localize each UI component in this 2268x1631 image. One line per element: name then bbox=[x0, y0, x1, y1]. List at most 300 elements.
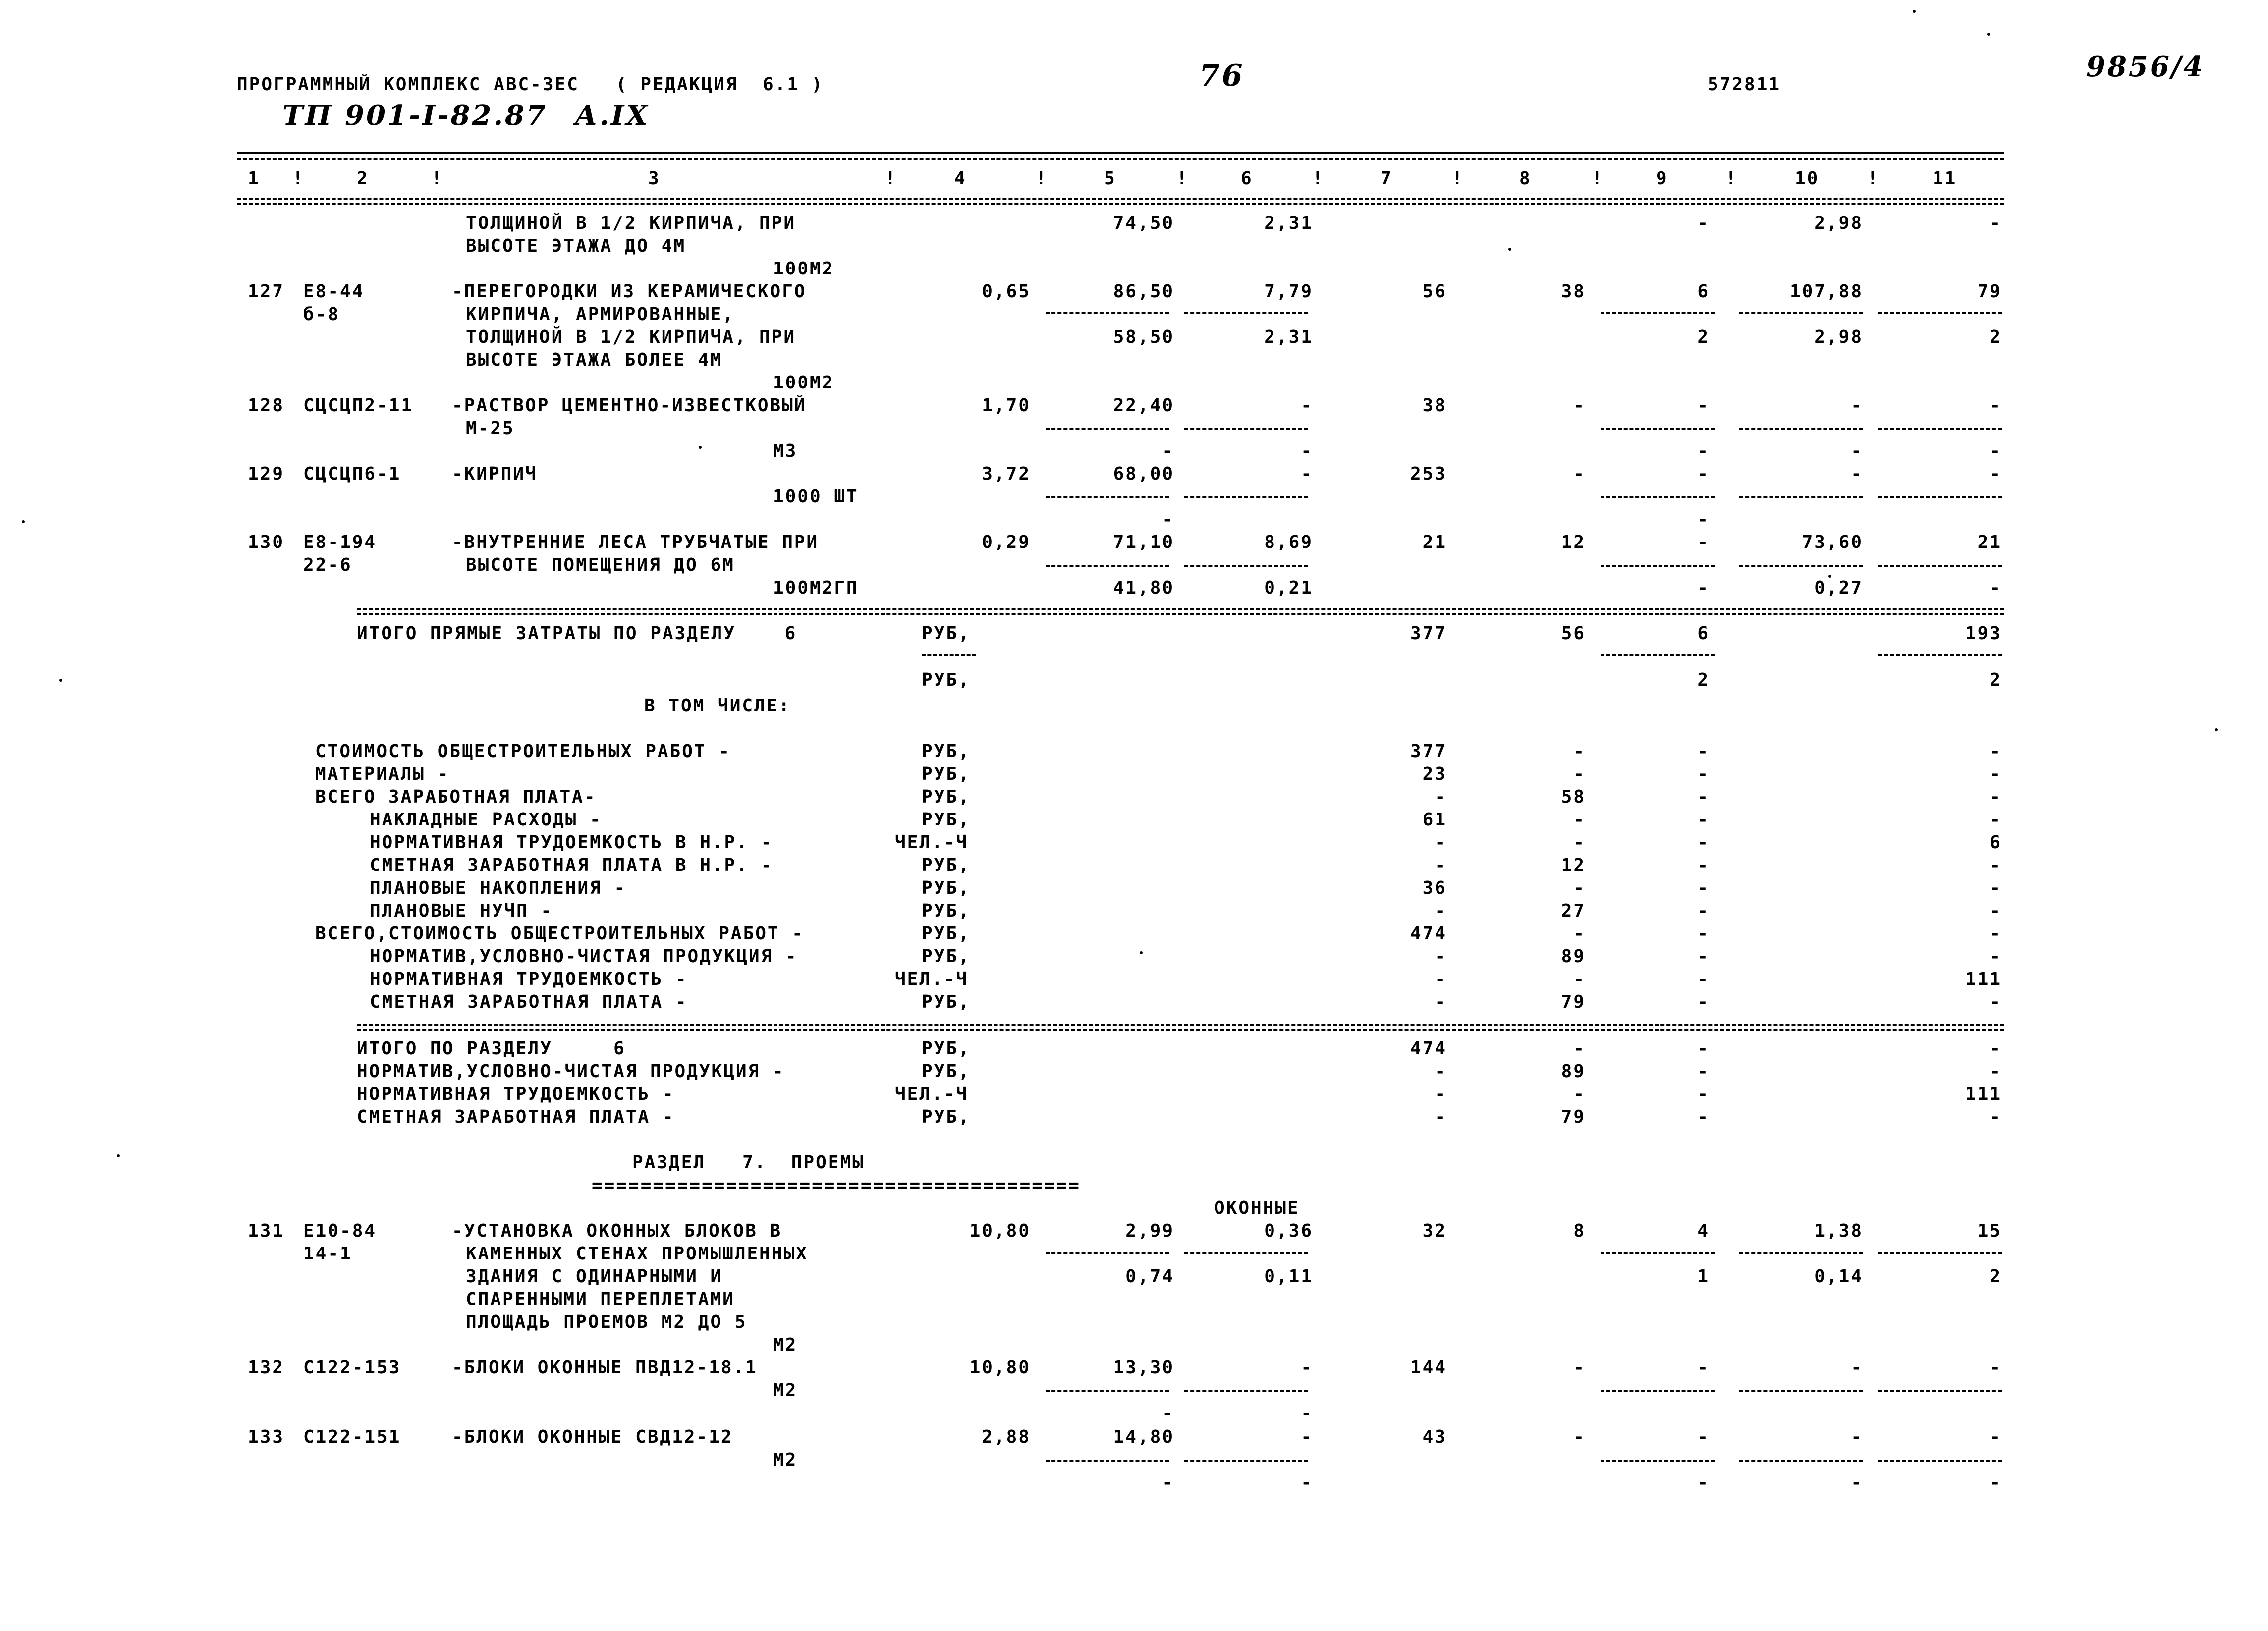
cell-col-5-wage: - bbox=[1162, 441, 1174, 461]
album-number: А.IX bbox=[575, 99, 650, 132]
cell-col-5: 68,00 bbox=[1113, 464, 1174, 484]
cell-col-9: - bbox=[1697, 1427, 1710, 1447]
cell-col-10: 2,98 bbox=[1814, 213, 1863, 233]
cell-col-8: - bbox=[1573, 832, 1586, 853]
cell-col-8: - bbox=[1573, 1427, 1586, 1447]
cell-col-10-wage: - bbox=[1851, 441, 1863, 461]
cell-col-11: - bbox=[1990, 395, 2002, 416]
cell-col-5-wage: - bbox=[1162, 509, 1174, 530]
col-10-header: 10 bbox=[1795, 168, 1820, 189]
cell-divider bbox=[1878, 1460, 2002, 1462]
cell-divider bbox=[1601, 312, 1715, 314]
cell-divider bbox=[1739, 1252, 1863, 1254]
cell-divider bbox=[1184, 496, 1308, 498]
scan-speck bbox=[22, 520, 25, 523]
breakdown-unit: РУБ, bbox=[922, 855, 971, 875]
cell-col-8: 12 bbox=[1561, 532, 1586, 552]
cell-col-7: 377 bbox=[1410, 623, 1447, 644]
cell-col-10: - bbox=[1851, 1427, 1863, 1447]
cell-col-7: 21 bbox=[1422, 532, 1447, 552]
cell-col-6: 8,69 bbox=[1264, 532, 1313, 552]
header-rule bbox=[237, 158, 2004, 160]
cell-col-9: - bbox=[1697, 810, 1710, 830]
breakdown-label: НОРМАТИВНАЯ ТРУДОЕМКОСТЬ - bbox=[370, 969, 688, 989]
cell-col-9: - bbox=[1697, 946, 1710, 967]
cell-col-5-wage: 0,74 bbox=[1125, 1266, 1174, 1287]
cell-col-9: - bbox=[1697, 787, 1710, 807]
cell-divider bbox=[1601, 1390, 1715, 1392]
cell-col-7: 38 bbox=[1422, 395, 1447, 416]
col-6-header: 6 bbox=[1241, 168, 1253, 189]
col-sep: ! bbox=[1176, 168, 1189, 189]
cell-col-8: 79 bbox=[1561, 992, 1586, 1012]
cell-col-6-wage: - bbox=[1301, 1403, 1313, 1423]
cell-col-11: 15 bbox=[1977, 1221, 2002, 1241]
header-rule bbox=[237, 198, 2004, 200]
cell-divider bbox=[1046, 496, 1169, 498]
total-rule bbox=[357, 613, 2004, 615]
work-description: ВЫСОТЕ ПОМЕЩЕНИЯ ДО 6М bbox=[466, 555, 735, 575]
cell-col-7: 474 bbox=[1410, 1038, 1447, 1059]
cell-divider bbox=[1739, 1390, 1863, 1392]
col-5-header: 5 bbox=[1104, 168, 1116, 189]
cell-col-4: 0,29 bbox=[982, 532, 1031, 552]
cell-col-8: 89 bbox=[1561, 946, 1586, 967]
work-description: ВЫСОТЕ ЭТАЖА ДО 4М bbox=[466, 236, 686, 256]
cell-col-8: - bbox=[1573, 741, 1586, 761]
col-sep: ! bbox=[292, 168, 305, 189]
cell-divider bbox=[922, 654, 976, 656]
cell-divider bbox=[1184, 1390, 1308, 1392]
cell-col-11: - bbox=[1990, 1038, 2002, 1059]
breakdown-label: ПЛАНОВЫЕ НУЧП - bbox=[370, 901, 553, 921]
col-sep: ! bbox=[1312, 168, 1325, 189]
cell-col-6: 0,36 bbox=[1264, 1221, 1313, 1241]
cell-col-10: 107,88 bbox=[1789, 281, 1863, 302]
cell-col-7: - bbox=[1435, 969, 1447, 989]
cell-divider bbox=[1601, 496, 1715, 498]
cell-col-11-wage: - bbox=[1990, 1472, 2002, 1493]
cell-divider bbox=[1878, 312, 2002, 314]
cell-col-7: - bbox=[1435, 992, 1447, 1012]
cell-divider bbox=[1601, 565, 1715, 567]
work-description: ЗДАНИЯ С ОДИНАРНЫМИ И bbox=[466, 1266, 723, 1287]
cell-col-6-wage: - bbox=[1301, 1472, 1313, 1493]
cell-col-7: - bbox=[1435, 1107, 1447, 1127]
work-description: ТОЛЩИНОЙ В 1/2 КИРПИЧА, ПРИ bbox=[466, 213, 796, 233]
unit-label: М2 bbox=[773, 1380, 798, 1401]
cell-col-9: 6 bbox=[1697, 281, 1710, 302]
cell-col-9-wage: - bbox=[1697, 578, 1710, 598]
work-description: -ВНУТРЕННИЕ ЛЕСА ТРУБЧАТЫЕ ПРИ bbox=[452, 532, 819, 552]
scan-speck bbox=[2215, 728, 2218, 731]
cell-col-4: 1,70 bbox=[982, 395, 1031, 416]
breakdown-label: ПЛАНОВЫЕ НАКОПЛЕНИЯ - bbox=[370, 878, 627, 898]
breakdown-unit: РУБ, bbox=[922, 1061, 971, 1082]
cell-col-6: 7,79 bbox=[1264, 281, 1313, 302]
cell-col-11: - bbox=[1990, 1107, 2002, 1127]
section-underline: ======================================== bbox=[592, 1175, 1081, 1196]
total-rule bbox=[357, 1024, 2004, 1026]
unit-label: 100М2 bbox=[773, 259, 834, 279]
cell-col-11: - bbox=[1990, 1427, 2002, 1447]
cell-col-9: - bbox=[1697, 395, 1710, 416]
cell-col-6: - bbox=[1301, 464, 1313, 484]
cell-col-4: 10,80 bbox=[969, 1358, 1031, 1378]
work-description: ТОЛЩИНОЙ В 1/2 КИРПИЧА, ПРИ bbox=[466, 327, 796, 347]
cell-divider bbox=[1739, 565, 1863, 567]
breakdown-unit: РУБ, bbox=[922, 741, 971, 761]
scan-speck bbox=[699, 446, 702, 449]
cell-col-4: 3,72 bbox=[982, 464, 1031, 484]
cell-col-11: - bbox=[1990, 855, 2002, 875]
scan-speck bbox=[1508, 248, 1511, 251]
cell-divider bbox=[1046, 1460, 1169, 1462]
section-total-label: СМЕТНАЯ ЗАРАБОТНАЯ ПЛАТА - bbox=[357, 1107, 675, 1127]
cell-col-6-wage: 0,21 bbox=[1264, 578, 1313, 598]
rate-code: Е8-44 bbox=[303, 281, 365, 302]
cell-col-9: - bbox=[1697, 1061, 1710, 1082]
cell-col-7: 56 bbox=[1422, 281, 1447, 302]
cell-col-9: - bbox=[1697, 1107, 1710, 1127]
cell-col-7: 36 bbox=[1422, 878, 1447, 898]
cell-col-5: 22,40 bbox=[1113, 395, 1174, 416]
cell-col-6-wage: - bbox=[1301, 441, 1313, 461]
unit-label: 1000 ШТ bbox=[773, 487, 859, 507]
document-code: 572811 bbox=[1708, 74, 1781, 95]
row-number: 132 bbox=[248, 1358, 285, 1378]
cell-col-10-wage: 0,27 bbox=[1814, 578, 1863, 598]
cell-col-5-wage: - bbox=[1162, 1472, 1174, 1493]
breakdown-unit: РУБ, bbox=[922, 1107, 971, 1127]
work-description: ВЫСОТЕ ЭТАЖА БОЛЕЕ 4М bbox=[466, 350, 723, 370]
cell-col-8: 27 bbox=[1561, 901, 1586, 921]
unit-label: М2 bbox=[773, 1450, 798, 1470]
col-sep: ! bbox=[431, 168, 443, 189]
cell-divider bbox=[1184, 1252, 1308, 1254]
cell-col-8: - bbox=[1573, 924, 1586, 944]
cell-col-5: 2,99 bbox=[1125, 1221, 1174, 1241]
cell-divider bbox=[1046, 428, 1169, 430]
row-number: 130 bbox=[248, 532, 285, 552]
scan-speck bbox=[59, 679, 62, 682]
section-total-label: НОРМАТИВНАЯ ТРУДОЕМКОСТЬ - bbox=[357, 1084, 675, 1104]
cell-divider bbox=[1878, 654, 2002, 656]
cell-divider bbox=[1601, 1252, 1715, 1254]
col-8-header: 8 bbox=[1519, 168, 1532, 189]
cell-col-9: - bbox=[1697, 213, 1710, 233]
cell-col-9: - bbox=[1697, 969, 1710, 989]
cell-col-11: 111 bbox=[1965, 1084, 2002, 1104]
archive-mark: 9856/4 bbox=[2086, 51, 2205, 83]
cell-divider bbox=[1739, 496, 1863, 498]
cell-col-8: 38 bbox=[1561, 281, 1586, 302]
cell-col-11: - bbox=[1990, 764, 2002, 784]
col-1-header: 1 bbox=[248, 168, 260, 189]
cell-col-7: - bbox=[1435, 1061, 1447, 1082]
cell-col-9: - bbox=[1697, 1084, 1710, 1104]
cell-col-9: - bbox=[1697, 464, 1710, 484]
cell-col-7: 61 bbox=[1422, 810, 1447, 830]
work-description: КИРПИЧА, АРМИРОВАННЫЕ, bbox=[466, 304, 735, 325]
col-11-header: 11 bbox=[1933, 168, 1957, 189]
work-description: ПЛОЩАДЬ ПРОЕМОВ М2 ДО 5 bbox=[466, 1312, 747, 1332]
breakdown-label: СМЕТНАЯ ЗАРАБОТНАЯ ПЛАТА В Н.Р. - bbox=[370, 855, 774, 875]
cell-col-11: - bbox=[1990, 1358, 2002, 1378]
cell-col-5: 14,80 bbox=[1113, 1427, 1174, 1447]
cell-col-9: - bbox=[1697, 901, 1710, 921]
cell-col-8: - bbox=[1573, 1084, 1586, 1104]
cell-col-9-wage: 2 bbox=[1697, 327, 1710, 347]
section-total-label: НОРМАТИВ,УСЛОВНО-ЧИСТАЯ ПРОДУКЦИЯ - bbox=[357, 1061, 785, 1082]
breakdown-label: ВСЕГО ЗАРАБОТНАЯ ПЛАТА- bbox=[315, 787, 597, 807]
cell-col-8: - bbox=[1573, 1038, 1586, 1059]
cell-col-7: 32 bbox=[1422, 1221, 1447, 1241]
breakdown-unit: ЧЕЛ.-Ч bbox=[895, 969, 969, 989]
cell-divider bbox=[1184, 1460, 1308, 1462]
total-unit: РУБ, bbox=[922, 670, 971, 690]
cell-divider bbox=[1601, 654, 1715, 656]
col-4-header: 4 bbox=[954, 168, 967, 189]
cell-col-8: 56 bbox=[1561, 623, 1586, 644]
cell-col-10: - bbox=[1851, 464, 1863, 484]
cell-divider bbox=[1046, 565, 1169, 567]
rate-code: С122-153 bbox=[303, 1358, 401, 1378]
cell-col-7: - bbox=[1435, 855, 1447, 875]
cell-col-9: - bbox=[1697, 832, 1710, 853]
cell-col-6: - bbox=[1301, 1358, 1313, 1378]
scan-speck bbox=[1140, 951, 1143, 954]
cell-col-5-wage: 41,80 bbox=[1113, 578, 1174, 598]
cell-col-9: - bbox=[1697, 1358, 1710, 1378]
breakdown-heading: В ТОМ ЧИСЛЕ: bbox=[644, 696, 791, 716]
cell-divider bbox=[1739, 312, 1863, 314]
header-rule bbox=[237, 203, 2004, 205]
cell-divider bbox=[1184, 428, 1308, 430]
cell-note: ОКОННЫЕ bbox=[1214, 1198, 1300, 1218]
cell-col-10: - bbox=[1851, 1358, 1863, 1378]
col-sep: ! bbox=[885, 168, 897, 189]
scan-speck bbox=[1828, 575, 1831, 578]
cell-col-4: 10,80 bbox=[969, 1221, 1031, 1241]
cell-col-7: 43 bbox=[1422, 1427, 1447, 1447]
cell-col-7: - bbox=[1435, 946, 1447, 967]
row-number: 131 bbox=[248, 1221, 285, 1241]
cell-col-11-wage: 2 bbox=[1990, 670, 2002, 690]
col-9-header: 9 bbox=[1656, 168, 1668, 189]
breakdown-unit: ЧЕЛ.-Ч bbox=[895, 832, 969, 853]
cell-col-11: 111 bbox=[1965, 969, 2002, 989]
cell-col-9-wage: 1 bbox=[1697, 1266, 1710, 1287]
col-sep: ! bbox=[1867, 168, 1880, 189]
cell-col-11: - bbox=[1990, 464, 2002, 484]
total-rule bbox=[357, 608, 2004, 610]
row-number: 127 bbox=[248, 281, 285, 302]
work-description: -БЛОКИ ОКОННЫЕ СВД12-12 bbox=[452, 1427, 733, 1447]
rate-code: Е10-84 bbox=[303, 1221, 377, 1241]
cell-col-4: 0,65 bbox=[982, 281, 1031, 302]
cell-col-10-wage: 2,98 bbox=[1814, 327, 1863, 347]
unit-label: М2 bbox=[773, 1335, 798, 1355]
cell-col-9: - bbox=[1697, 764, 1710, 784]
cell-divider bbox=[1184, 565, 1308, 567]
cell-col-7: 23 bbox=[1422, 764, 1447, 784]
cell-col-11: 21 bbox=[1977, 532, 2002, 552]
breakdown-label: НАКЛАДНЫЕ РАСХОДЫ - bbox=[370, 810, 602, 830]
cell-col-8: 89 bbox=[1561, 1061, 1586, 1082]
cell-col-9: - bbox=[1697, 924, 1710, 944]
cell-col-11: - bbox=[1990, 924, 2002, 944]
scan-speck bbox=[1987, 33, 1990, 36]
breakdown-unit: РУБ, bbox=[922, 924, 971, 944]
cell-col-8: - bbox=[1573, 764, 1586, 784]
col-3-header: 3 bbox=[648, 168, 661, 189]
cell-col-9: 4 bbox=[1697, 1221, 1710, 1241]
cell-col-11: 193 bbox=[1965, 623, 2002, 644]
cell-col-9-wage: - bbox=[1697, 509, 1710, 530]
cell-divider bbox=[1184, 312, 1308, 314]
cell-col-11: - bbox=[1990, 901, 2002, 921]
cell-col-5: 86,50 bbox=[1113, 281, 1174, 302]
cell-col-11: 79 bbox=[1977, 281, 2002, 302]
cell-col-9-wage: - bbox=[1697, 441, 1710, 461]
breakdown-unit: РУБ, bbox=[922, 810, 971, 830]
cell-col-8: 58 bbox=[1561, 787, 1586, 807]
cell-col-5: 71,10 bbox=[1113, 532, 1174, 552]
cell-col-6: - bbox=[1301, 1427, 1313, 1447]
cell-divider bbox=[1878, 428, 2002, 430]
cell-col-11-wage: 2 bbox=[1990, 1266, 2002, 1287]
rate-code: 14-1 bbox=[303, 1244, 352, 1264]
cell-col-4: 2,88 bbox=[982, 1427, 1031, 1447]
breakdown-unit: РУБ, bbox=[922, 946, 971, 967]
total-rule bbox=[357, 1029, 2004, 1031]
header-rule bbox=[237, 152, 2004, 154]
cell-divider bbox=[1878, 1252, 2002, 1254]
breakdown-unit: ЧЕЛ.-Ч bbox=[895, 1084, 969, 1104]
breakdown-label: НОРМАТИВ,УСЛОВНО-ЧИСТАЯ ПРОДУКЦИЯ - bbox=[370, 946, 798, 967]
cell-col-7: - bbox=[1435, 901, 1447, 921]
cell-col-11: - bbox=[1990, 992, 2002, 1012]
cell-col-9: - bbox=[1697, 855, 1710, 875]
work-description: -РАСТВОР ЦЕМЕНТНО-ИЗВЕСТКОВЫЙ bbox=[452, 395, 807, 416]
cell-col-7: 144 bbox=[1410, 1358, 1447, 1378]
project-code: ТП 901-I-82.87 bbox=[282, 99, 548, 132]
cell-col-7: 377 bbox=[1410, 741, 1447, 761]
cell-col-7: - bbox=[1435, 1084, 1447, 1104]
cell-col-5-wage: - bbox=[1162, 1403, 1174, 1423]
col-2-header: 2 bbox=[357, 168, 369, 189]
cell-col-11-wage: 2 bbox=[1990, 327, 2002, 347]
cell-col-11: - bbox=[1990, 741, 2002, 761]
work-description: М-25 bbox=[466, 418, 515, 438]
cell-divider bbox=[1046, 1390, 1169, 1392]
work-description: -БЛОКИ ОКОННЫЕ ПВД12-18.1 bbox=[452, 1358, 758, 1378]
cell-divider bbox=[1601, 1460, 1715, 1462]
cell-col-8: 79 bbox=[1561, 1107, 1586, 1127]
cell-divider bbox=[1739, 428, 1863, 430]
cell-col-10: - bbox=[1851, 395, 1863, 416]
col-sep: ! bbox=[1725, 168, 1738, 189]
cell-col-11: - bbox=[1990, 787, 2002, 807]
breakdown-unit: РУБ, bbox=[922, 1038, 971, 1059]
cell-col-7: - bbox=[1435, 787, 1447, 807]
breakdown-unit: РУБ, bbox=[922, 878, 971, 898]
total-unit: РУБ, bbox=[922, 623, 971, 644]
breakdown-unit: РУБ, bbox=[922, 787, 971, 807]
rate-code: б-8 bbox=[303, 304, 340, 325]
total-label: ИТОГО ПРЯМЫЕ ЗАТРАТЫ ПО РАЗДЕЛУ 6 bbox=[357, 623, 797, 644]
cell-col-6-wage: 0,11 bbox=[1264, 1266, 1313, 1287]
cell-col-8: - bbox=[1573, 810, 1586, 830]
unit-label: М3 bbox=[773, 441, 798, 461]
cell-col-9-wage: - bbox=[1697, 1472, 1710, 1493]
cell-col-10-wage: - bbox=[1851, 1472, 1863, 1493]
rate-code: Е8-194 bbox=[303, 532, 377, 552]
cell-col-11: - bbox=[1990, 810, 2002, 830]
cell-col-9: - bbox=[1697, 532, 1710, 552]
cell-col-5: 13,30 bbox=[1113, 1358, 1174, 1378]
rate-code: СЦСЦП2-11 bbox=[303, 395, 414, 416]
cell-col-9: - bbox=[1697, 992, 1710, 1012]
col-7-header: 7 bbox=[1381, 168, 1393, 189]
cell-col-8: - bbox=[1573, 395, 1586, 416]
work-description: -КИРПИЧ bbox=[452, 464, 538, 484]
cell-col-8: - bbox=[1573, 464, 1586, 484]
cell-col-11-wage: - bbox=[1990, 441, 2002, 461]
page-number: 76 bbox=[1199, 58, 1245, 93]
unit-label: 100М2ГП bbox=[773, 578, 859, 598]
row-number: 128 bbox=[248, 395, 285, 416]
cell-col-11: 6 bbox=[1990, 832, 2002, 853]
cell-col-10: 73,60 bbox=[1802, 532, 1863, 552]
breakdown-unit: РУБ, bbox=[922, 901, 971, 921]
cell-divider bbox=[1878, 565, 2002, 567]
scan-speck bbox=[1913, 10, 1916, 13]
scan-speck bbox=[117, 1154, 120, 1157]
cell-divider bbox=[1046, 1252, 1169, 1254]
breakdown-label: ВСЕГО,СТОИМОСТЬ ОБЩЕСТРОИТЕЛЬНЫХ РАБОТ - bbox=[315, 924, 804, 944]
cell-col-9-wage: 2 bbox=[1697, 670, 1710, 690]
cell-divider bbox=[1739, 1460, 1863, 1462]
cell-col-11: - bbox=[1990, 213, 2002, 233]
cell-col-8: - bbox=[1573, 1358, 1586, 1378]
work-description: -УСТАНОВКА ОКОННЫХ БЛОКОВ В bbox=[452, 1221, 782, 1241]
breakdown-label: НОРМАТИВНАЯ ТРУДОЕМКОСТЬ В Н.Р. - bbox=[370, 832, 774, 853]
cell-col-10-wage: 0,14 bbox=[1814, 1266, 1863, 1287]
cell-col-6: - bbox=[1301, 395, 1313, 416]
breakdown-unit: РУБ, bbox=[922, 992, 971, 1012]
breakdown-unit: РУБ, bbox=[922, 764, 971, 784]
work-description: СПАРЕННЫМИ ПЕРЕПЛЕТАМИ bbox=[466, 1289, 735, 1309]
cell-col-6-wage: 2,31 bbox=[1264, 327, 1313, 347]
row-number: 133 bbox=[248, 1427, 285, 1447]
breakdown-label: СМЕТНАЯ ЗАРАБОТНАЯ ПЛАТА - bbox=[370, 992, 688, 1012]
cell-col-6: 2,31 bbox=[1264, 213, 1313, 233]
rate-code: СЦСЦП6-1 bbox=[303, 464, 401, 484]
cell-col-7: - bbox=[1435, 832, 1447, 853]
rate-code: 22-6 bbox=[303, 555, 352, 575]
row-number: 129 bbox=[248, 464, 285, 484]
cell-col-10: 1,38 bbox=[1814, 1221, 1863, 1241]
cell-divider bbox=[1878, 1390, 2002, 1392]
cell-col-8: 8 bbox=[1573, 1221, 1586, 1241]
cell-col-5: 74,50 bbox=[1113, 213, 1174, 233]
breakdown-label: МАТЕРИАЛЫ - bbox=[315, 764, 450, 784]
cell-col-7: 253 bbox=[1410, 464, 1447, 484]
cell-col-9: - bbox=[1697, 878, 1710, 898]
cell-col-8: 12 bbox=[1561, 855, 1586, 875]
